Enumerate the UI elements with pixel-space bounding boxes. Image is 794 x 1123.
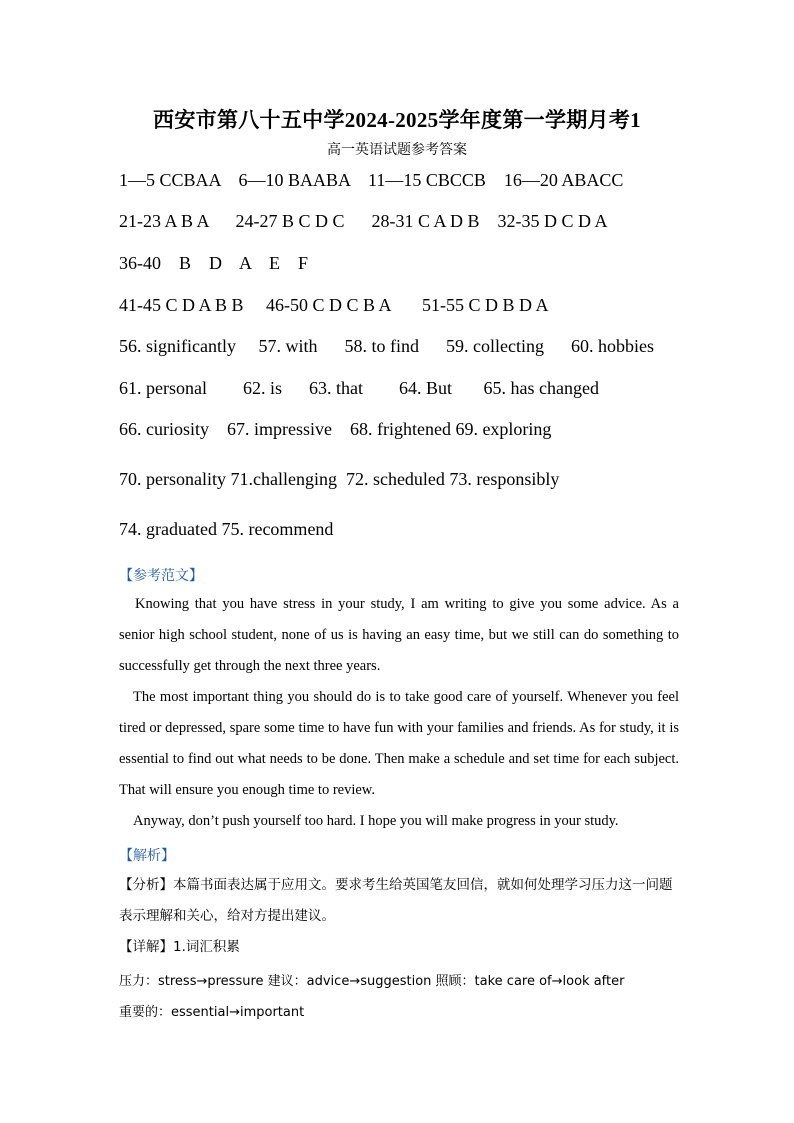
essay-paragraph: The most important thing you should do is to take good care of yourself. Whenever you feel tired or depressed, spare some time to have fun with your families and friends. As for study, it is essential to find out what needs to be done. Then make a schedule and set time for each subject. That will ensure you enough time to review. bbox=[119, 689, 679, 798]
sample-essay bbox=[119, 589, 679, 837]
analysis-block bbox=[119, 870, 679, 963]
answer-line: 41-45 C D A B B 46-50 C D C B A 51-55 C D B D A bbox=[119, 295, 549, 315]
answer-line: 70. personality 71.challenging 72. scheduled 73. responsibly bbox=[119, 469, 560, 489]
vocab-line: 压力：stress→pressure 建议：advice→suggestion 照顾：take care of→look after bbox=[119, 974, 625, 989]
answer-line: 1—5 CCBAA 6—10 BAABA 11—15 CBCCB 16—20 ABACC bbox=[119, 170, 624, 190]
analysis-heading: 【解析】 bbox=[119, 848, 175, 864]
analysis-text: 【分析】本篇书面表达属于应用文。要求考生给英国笔友回信，就如何处理学习压力这一问题表示理解和关心，给对方提出建议。 bbox=[119, 877, 673, 924]
answer-line: 36-40 B D A E F bbox=[119, 253, 309, 273]
answer-line: 56. significantly 57. with 58. to find 59. collecting 60. hobbies bbox=[119, 336, 654, 356]
detail-heading: 【详解】1.词汇积累 bbox=[119, 939, 240, 955]
essay-paragraph: Knowing that you have stress in your study, I am writing to give you some advice. As a senior high school student, none of us is having an easy time, but we still can do something to successfully get through the next three years. bbox=[119, 596, 679, 674]
answer-line: 66. curiosity 67. impressive 68. frightened 69. exploring bbox=[119, 419, 552, 439]
answer-key bbox=[119, 170, 654, 539]
vocab-line: 重要的：essential→important bbox=[119, 1005, 305, 1020]
answer-line: 74. graduated 75. recommend bbox=[119, 519, 334, 539]
answer-line: 21-23 A B A 24-27 B C D C 28-31 C A D B 32-35 D C D A bbox=[119, 211, 608, 231]
document-subtitle: 高一英语试题参考答案 bbox=[327, 142, 467, 158]
answer-line: 61. personal 62. is 63. that 64. But 65. has changed bbox=[119, 378, 599, 398]
document-title: 西安市第八十五中学2024-2025学年度第一学期月考1 bbox=[153, 108, 641, 132]
essay-paragraph: Anyway, don’t push yourself too hard. I hope you will make progress in your study. bbox=[133, 813, 619, 829]
sample-essay-heading: 【参考范文】 bbox=[119, 568, 203, 584]
